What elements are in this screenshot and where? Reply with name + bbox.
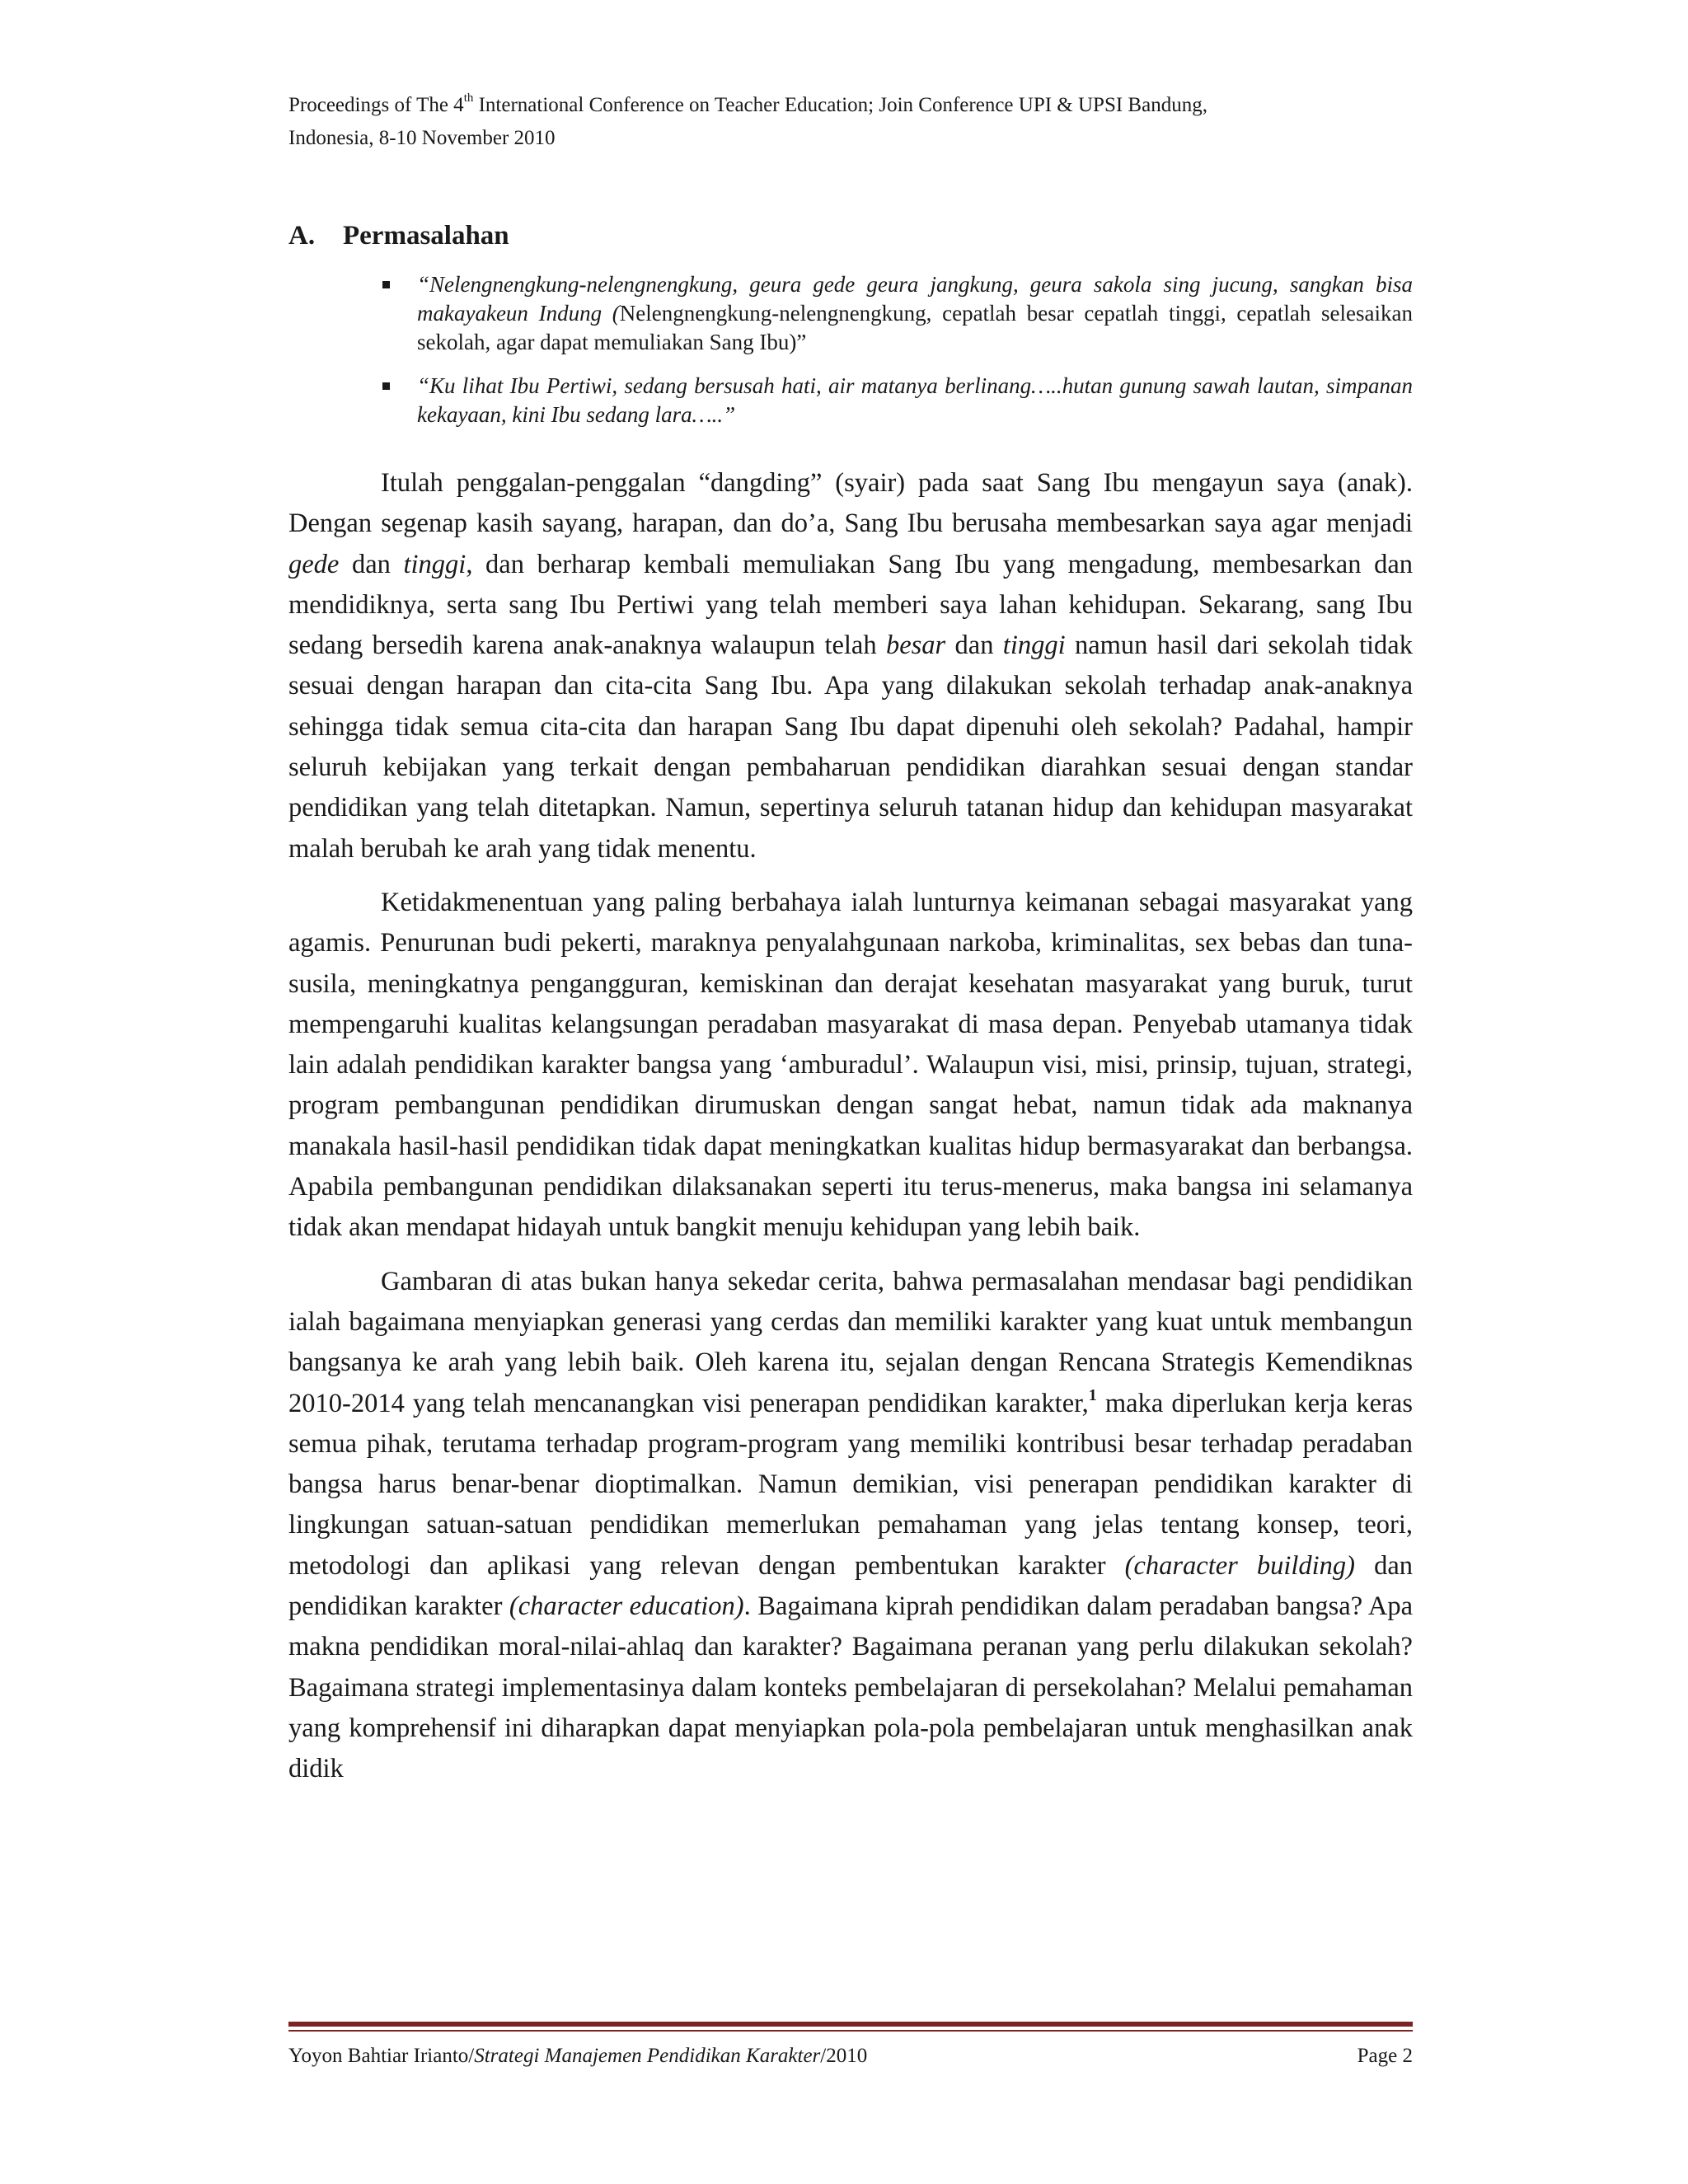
header-line-2: Indonesia, 8-10 November 2010 <box>288 127 556 149</box>
running-header <box>288 89 1426 155</box>
footer-citation: Yoyon Bahtiar Irianto/Strategi Manajemen Pendidikan Karakter/2010 <box>288 2045 868 2067</box>
header-line-1: Proceedings of The 4th International Conference on Teacher Education; Join Conference UPI & UPSI Bandung, <box>288 91 1207 116</box>
page-number: Page 2 <box>1357 2045 1413 2067</box>
section-number: A. <box>288 221 316 251</box>
quote-item: “Ku lihat Ibu Pertiwi, sedang bersusah hati, air matanya berlinang…..hutan gunung sawah lautan, simpanan kekayaan, kini Ibu sedang lara…..” <box>381 372 1413 429</box>
section-heading <box>288 219 509 252</box>
square-bullet-icon <box>382 281 390 288</box>
footer-rule-thin <box>288 2030 1413 2032</box>
square-bullet-icon <box>382 382 390 390</box>
quote-list <box>381 270 1413 444</box>
paragraph-2: Ketidakmenentuan yang paling berbahaya ialah lunturnya keimanan sebagai masyarakat yang agamis. Penurunan budi pekerti, maraknya penyalahgunaan narkoba, kriminalitas, sex bebas dan tuna-susila, meningkatnya pengangguran, kemiskinan dan derajat kesehatan masyarakat yang buruk, turut mempengaruhi kualitas kelangsungan peradaban masyarakat di masa depan. Penyebab utamanya tidak lain adalah pendidikan karakter bangsa yang ‘amburadul’. Walaupun visi, misi, prinsip, tujuan, strategi, program pembangunan pendidikan dirumuskan dengan sangat hebat, namun tidak ada maknanya manakala hasil-hasil pendidikan tidak dapat meningkatkan kualitas hidup bermasyarakat dan berbangsa. Apabila pembangunan pendidikan dilaksanakan seperti itu terus-menerus, maka bangsa ini selamanya tidak akan mendapat hidayah untuk bangkit menuju kehidupan yang lebih baik. <box>288 887 1413 1243</box>
body-text <box>288 463 1413 1803</box>
paragraph-3: Gambaran di atas bukan hanya sekedar cerita, bahwa permasalahan mendasar bagi pendidikan ialah bagaimana menyiapkan generasi yang cerdas dan memiliki karakter yang kuat untuk membangun bangsanya ke arah yang lebih baik. Oleh karena itu, sejalan dengan Rencana Strategis Kemendiknas 2010-2014 yang telah mencanangkan visi penerapan pendidikan karakter,$^1$ maka diperlukan kerja keras semua pihak, terutama terhadap program-program yang memiliki kontribusi besar terhadap peradaban bangsa harus benar-benar dioptimalkan. Namun demikian, visi penerapan pendidikan karakter di lingkungan satuan-satuan pendidikan memerlukan pemahaman yang jelas tentang konsep, teori, metodologi dan aplikasi yang relevan dengan pembentukan karakter (character building) dan pendidikan karakter (character education). Bagaimana kiprah pendidikan dalam peradaban bangsa? Apa makna pendidikan moral-nilai-ahlaq dan karakter? Bagaimana peranan yang perlu dilakukan sekolah? Bagaimana strategi implementasinya dalam konteks pembelajaran di persekolahan? Melalui pemahaman yang komprehensif ini diharapkan dapat menyiapkan pola-pola pembelajaran untuk menghasilkan anak didik <box>288 1266 1414 1784</box>
header-superscript: th <box>463 91 474 105</box>
quote-item: “Nelengnengkung-nelengnengkung, geura gede geura jangkung, geura sakola sing jucung, sangkan bisa makayakeun Indung (Nelengnengkung-nelengnengkung, cepatlah besar cepatlah tinggi, cepatlah selesaikan sekolah, agar dapat memuliakan Sang Ibu)” <box>381 270 1413 357</box>
footer-rule-thick <box>288 2022 1413 2027</box>
section-title: Permasalahan <box>343 221 509 251</box>
paragraph-1: Itulah penggalan-penggalan “dangding” (syair) pada saat Sang Ibu mengayun saya (anak). Dengan segenap kasih sayang, harapan, dan do’a, Sang Ibu berusaha membesarkan saya agar menjadi gede dan tinggi, dan berharap kembali memuliakan Sang Ibu yang mengadung, membesarkan dan mendidiknya, serta sang Ibu Pertiwi yang telah memberi saya lahan kehidupan. Sekarang, sang Ibu sedang bersedih karena anak-anaknya walaupun telah besar dan tinggi namun hasil dari sekolah tidak sesuai dengan harapan dan cita-cita Sang Ibu. Apa yang dilakukan sekolah terhadap anak-anaknya sehingga tidak semua cita-cita dan harapan Sang Ibu dapat dipenuhi oleh sekolah? Padahal, hampir seluruh kebijakan yang terkait dengan pembaharuan pendidikan diarahkan sesuai dengan standar pendidikan yang telah ditetapkan. Namun, sepertinya seluruh tatanan hidup dan kehidupan masyarakat malah berubah ke arah yang tidak menentu. <box>288 468 1413 864</box>
footnote-marker[interactable]: 1 <box>1088 1385 1097 1404</box>
